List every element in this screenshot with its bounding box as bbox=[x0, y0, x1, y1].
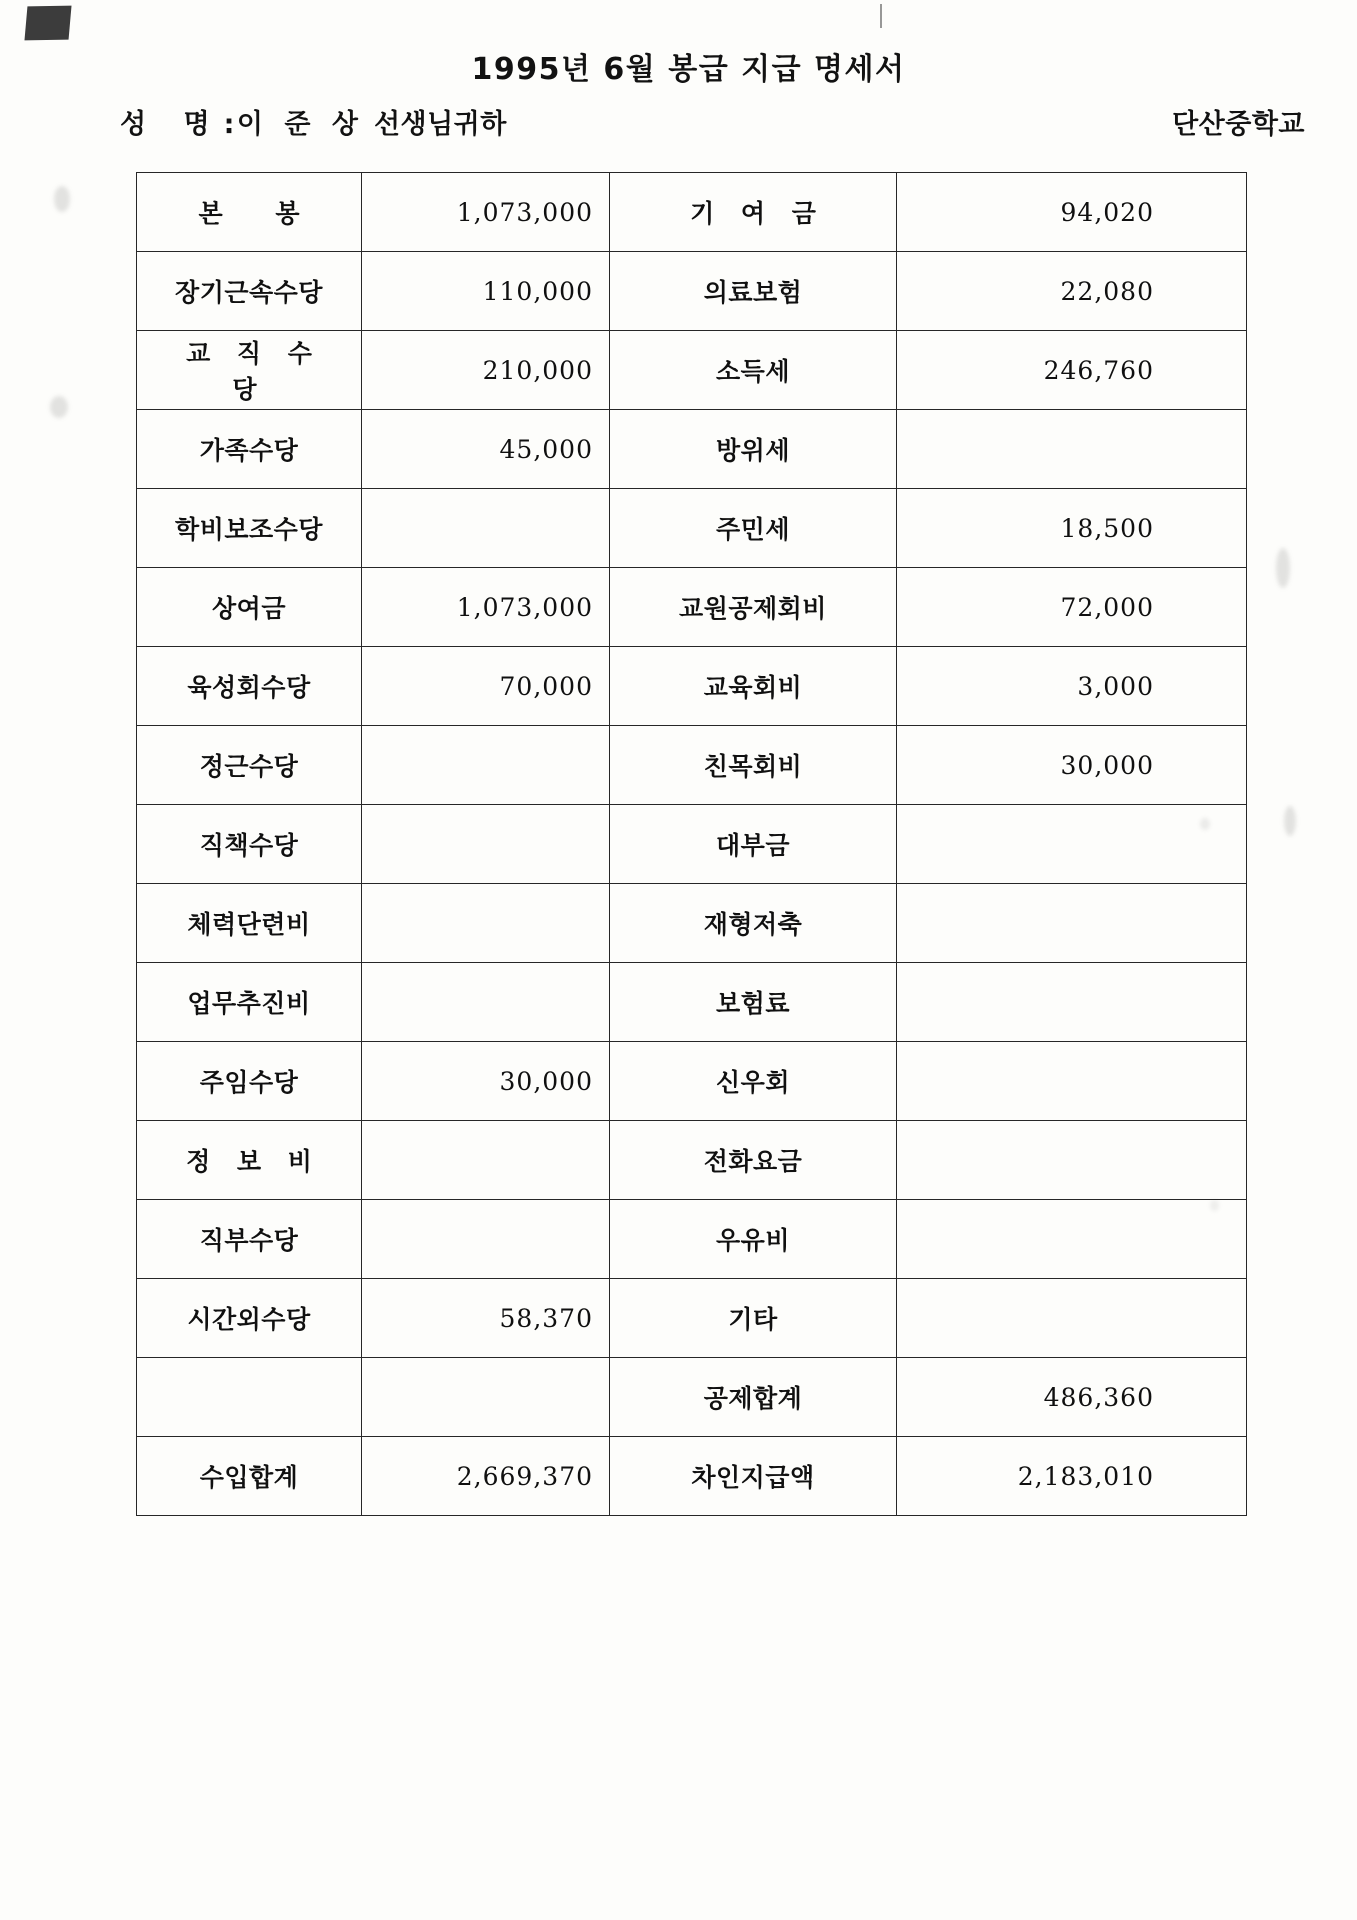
document-header bbox=[0, 44, 1357, 141]
income-amount-cell-empty bbox=[362, 1121, 610, 1200]
deduction-amount-cell: 18,500 bbox=[897, 489, 1247, 568]
recipient-name-colon: : bbox=[223, 109, 235, 140]
deduction-label-cell: 공제합계 bbox=[610, 1358, 897, 1437]
deduction-label-cell: 소득세 bbox=[610, 331, 897, 410]
table-row bbox=[137, 252, 1247, 331]
income-amount-cell: 70,000 bbox=[362, 647, 610, 726]
table-row bbox=[137, 331, 1247, 410]
deduction-amount-cell: 30,000 bbox=[897, 726, 1247, 805]
deduction-amount-cell-empty bbox=[897, 1200, 1247, 1279]
scan-corner-artifact bbox=[24, 6, 71, 41]
table-row bbox=[137, 726, 1247, 805]
table-row bbox=[137, 1200, 1247, 1279]
deduction-label-cell: 신우회 bbox=[610, 1042, 897, 1121]
payslip-table bbox=[136, 172, 1247, 1516]
income-amount-cell-empty bbox=[362, 726, 610, 805]
recipient-honorific: 선생님귀하 bbox=[373, 109, 507, 140]
table-row bbox=[137, 410, 1247, 489]
deduction-label-cell: 대부금 bbox=[610, 805, 897, 884]
deduction-label-cell: 주민세 bbox=[610, 489, 897, 568]
scan-smudge bbox=[50, 396, 68, 418]
income-label-cell-empty bbox=[137, 1358, 362, 1437]
income-amount-cell: 58,370 bbox=[362, 1279, 610, 1358]
deduction-amount-cell: 246,760 bbox=[897, 331, 1247, 410]
income-label-cell: 가족수당 bbox=[137, 410, 362, 489]
deduction-amount-cell-empty bbox=[897, 1279, 1247, 1358]
table-row bbox=[137, 1042, 1247, 1121]
deduction-label-cell: 차인지급액 bbox=[610, 1437, 897, 1516]
income-label-cell: 주임수당 bbox=[137, 1042, 362, 1121]
deduction-amount-cell-empty bbox=[897, 884, 1247, 963]
table-row bbox=[137, 1279, 1247, 1358]
income-amount-cell: 2,669,370 bbox=[362, 1437, 610, 1516]
income-label-cell: 학비보조수당 bbox=[137, 489, 362, 568]
income-label-cell: 직책수당 bbox=[137, 805, 362, 884]
income-label-cell: 시간외수당 bbox=[137, 1279, 362, 1358]
deduction-label-cell: 우유비 bbox=[610, 1200, 897, 1279]
income-label-cell: 교 직 수 당 bbox=[137, 331, 362, 410]
deduction-amount-cell: 22,080 bbox=[897, 252, 1247, 331]
table-row bbox=[137, 884, 1247, 963]
deduction-label-cell: 교육회비 bbox=[610, 647, 897, 726]
deduction-label-cell: 기타 bbox=[610, 1279, 897, 1358]
income-amount-cell: 210,000 bbox=[362, 331, 610, 410]
deduction-amount-cell-empty bbox=[897, 1042, 1247, 1121]
income-label-cell: 상여금 bbox=[137, 568, 362, 647]
table-row bbox=[137, 1121, 1247, 1200]
recipient-name-value: 이 준 상 bbox=[236, 109, 364, 140]
scan-tick-artifact bbox=[880, 4, 882, 28]
income-label-cell: 수입합계 bbox=[137, 1437, 362, 1516]
table-row bbox=[137, 568, 1247, 647]
deduction-label-cell: 전화요금 bbox=[610, 1121, 897, 1200]
page-title: 1995년 6월 봉급 지급 명세서 bbox=[471, 52, 906, 87]
recipient-name-block bbox=[120, 102, 507, 141]
income-amount-cell-empty bbox=[362, 1358, 610, 1437]
deduction-label-cell: 방위세 bbox=[610, 410, 897, 489]
deduction-amount-cell-empty bbox=[897, 410, 1247, 489]
income-amount-cell-empty bbox=[362, 1200, 610, 1279]
income-amount-cell: 1,073,000 bbox=[362, 568, 610, 647]
recipient-row bbox=[0, 102, 1357, 141]
income-amount-cell: 110,000 bbox=[362, 252, 610, 331]
table-row bbox=[137, 963, 1247, 1042]
table-row bbox=[137, 1358, 1247, 1437]
income-label-cell: 정 보 비 bbox=[137, 1121, 362, 1200]
scan-smudge bbox=[54, 186, 70, 212]
income-amount-cell: 1,073,000 bbox=[362, 173, 610, 252]
income-label-cell: 본 봉 bbox=[137, 173, 362, 252]
school-name: 단산중학교 bbox=[1172, 109, 1305, 140]
table-row bbox=[137, 1437, 1247, 1516]
income-amount-cell-empty bbox=[362, 805, 610, 884]
table-row bbox=[137, 647, 1247, 726]
deduction-amount-cell: 2,183,010 bbox=[897, 1437, 1247, 1516]
income-label-cell: 직부수당 bbox=[137, 1200, 362, 1279]
table-row bbox=[137, 805, 1247, 884]
table-row bbox=[137, 489, 1247, 568]
deduction-amount-cell: 94,020 bbox=[897, 173, 1247, 252]
income-label-cell: 장기근속수당 bbox=[137, 252, 362, 331]
deduction-amount-cell: 72,000 bbox=[897, 568, 1247, 647]
income-amount-cell-empty bbox=[362, 963, 610, 1042]
income-amount-cell: 30,000 bbox=[362, 1042, 610, 1121]
income-amount-cell-empty bbox=[362, 884, 610, 963]
deduction-label-cell: 재형저축 bbox=[610, 884, 897, 963]
deduction-label-cell: 의료보험 bbox=[610, 252, 897, 331]
deduction-label-cell: 교원공제회비 bbox=[610, 568, 897, 647]
income-amount-cell-empty bbox=[362, 489, 610, 568]
deduction-amount-cell-empty bbox=[897, 1121, 1247, 1200]
income-label-cell: 업무추진비 bbox=[137, 963, 362, 1042]
scan-smudge bbox=[1276, 548, 1290, 588]
recipient-name-label: 성 명 bbox=[120, 109, 224, 140]
deduction-amount-cell-empty bbox=[897, 963, 1247, 1042]
deduction-amount-cell: 486,360 bbox=[897, 1358, 1247, 1437]
deduction-label-cell: 보험료 bbox=[610, 963, 897, 1042]
income-label-cell: 체력단련비 bbox=[137, 884, 362, 963]
income-label-cell: 정근수당 bbox=[137, 726, 362, 805]
payslip-table-body bbox=[137, 173, 1247, 1516]
income-label-cell: 육성회수당 bbox=[137, 647, 362, 726]
scan-smudge bbox=[1284, 806, 1296, 836]
income-amount-cell: 45,000 bbox=[362, 410, 610, 489]
deduction-amount-cell-empty bbox=[897, 805, 1247, 884]
deduction-label-cell: 친목회비 bbox=[610, 726, 897, 805]
table-row bbox=[137, 173, 1247, 252]
deduction-amount-cell: 3,000 bbox=[897, 647, 1247, 726]
deduction-label-cell: 기 여 금 bbox=[610, 173, 897, 252]
